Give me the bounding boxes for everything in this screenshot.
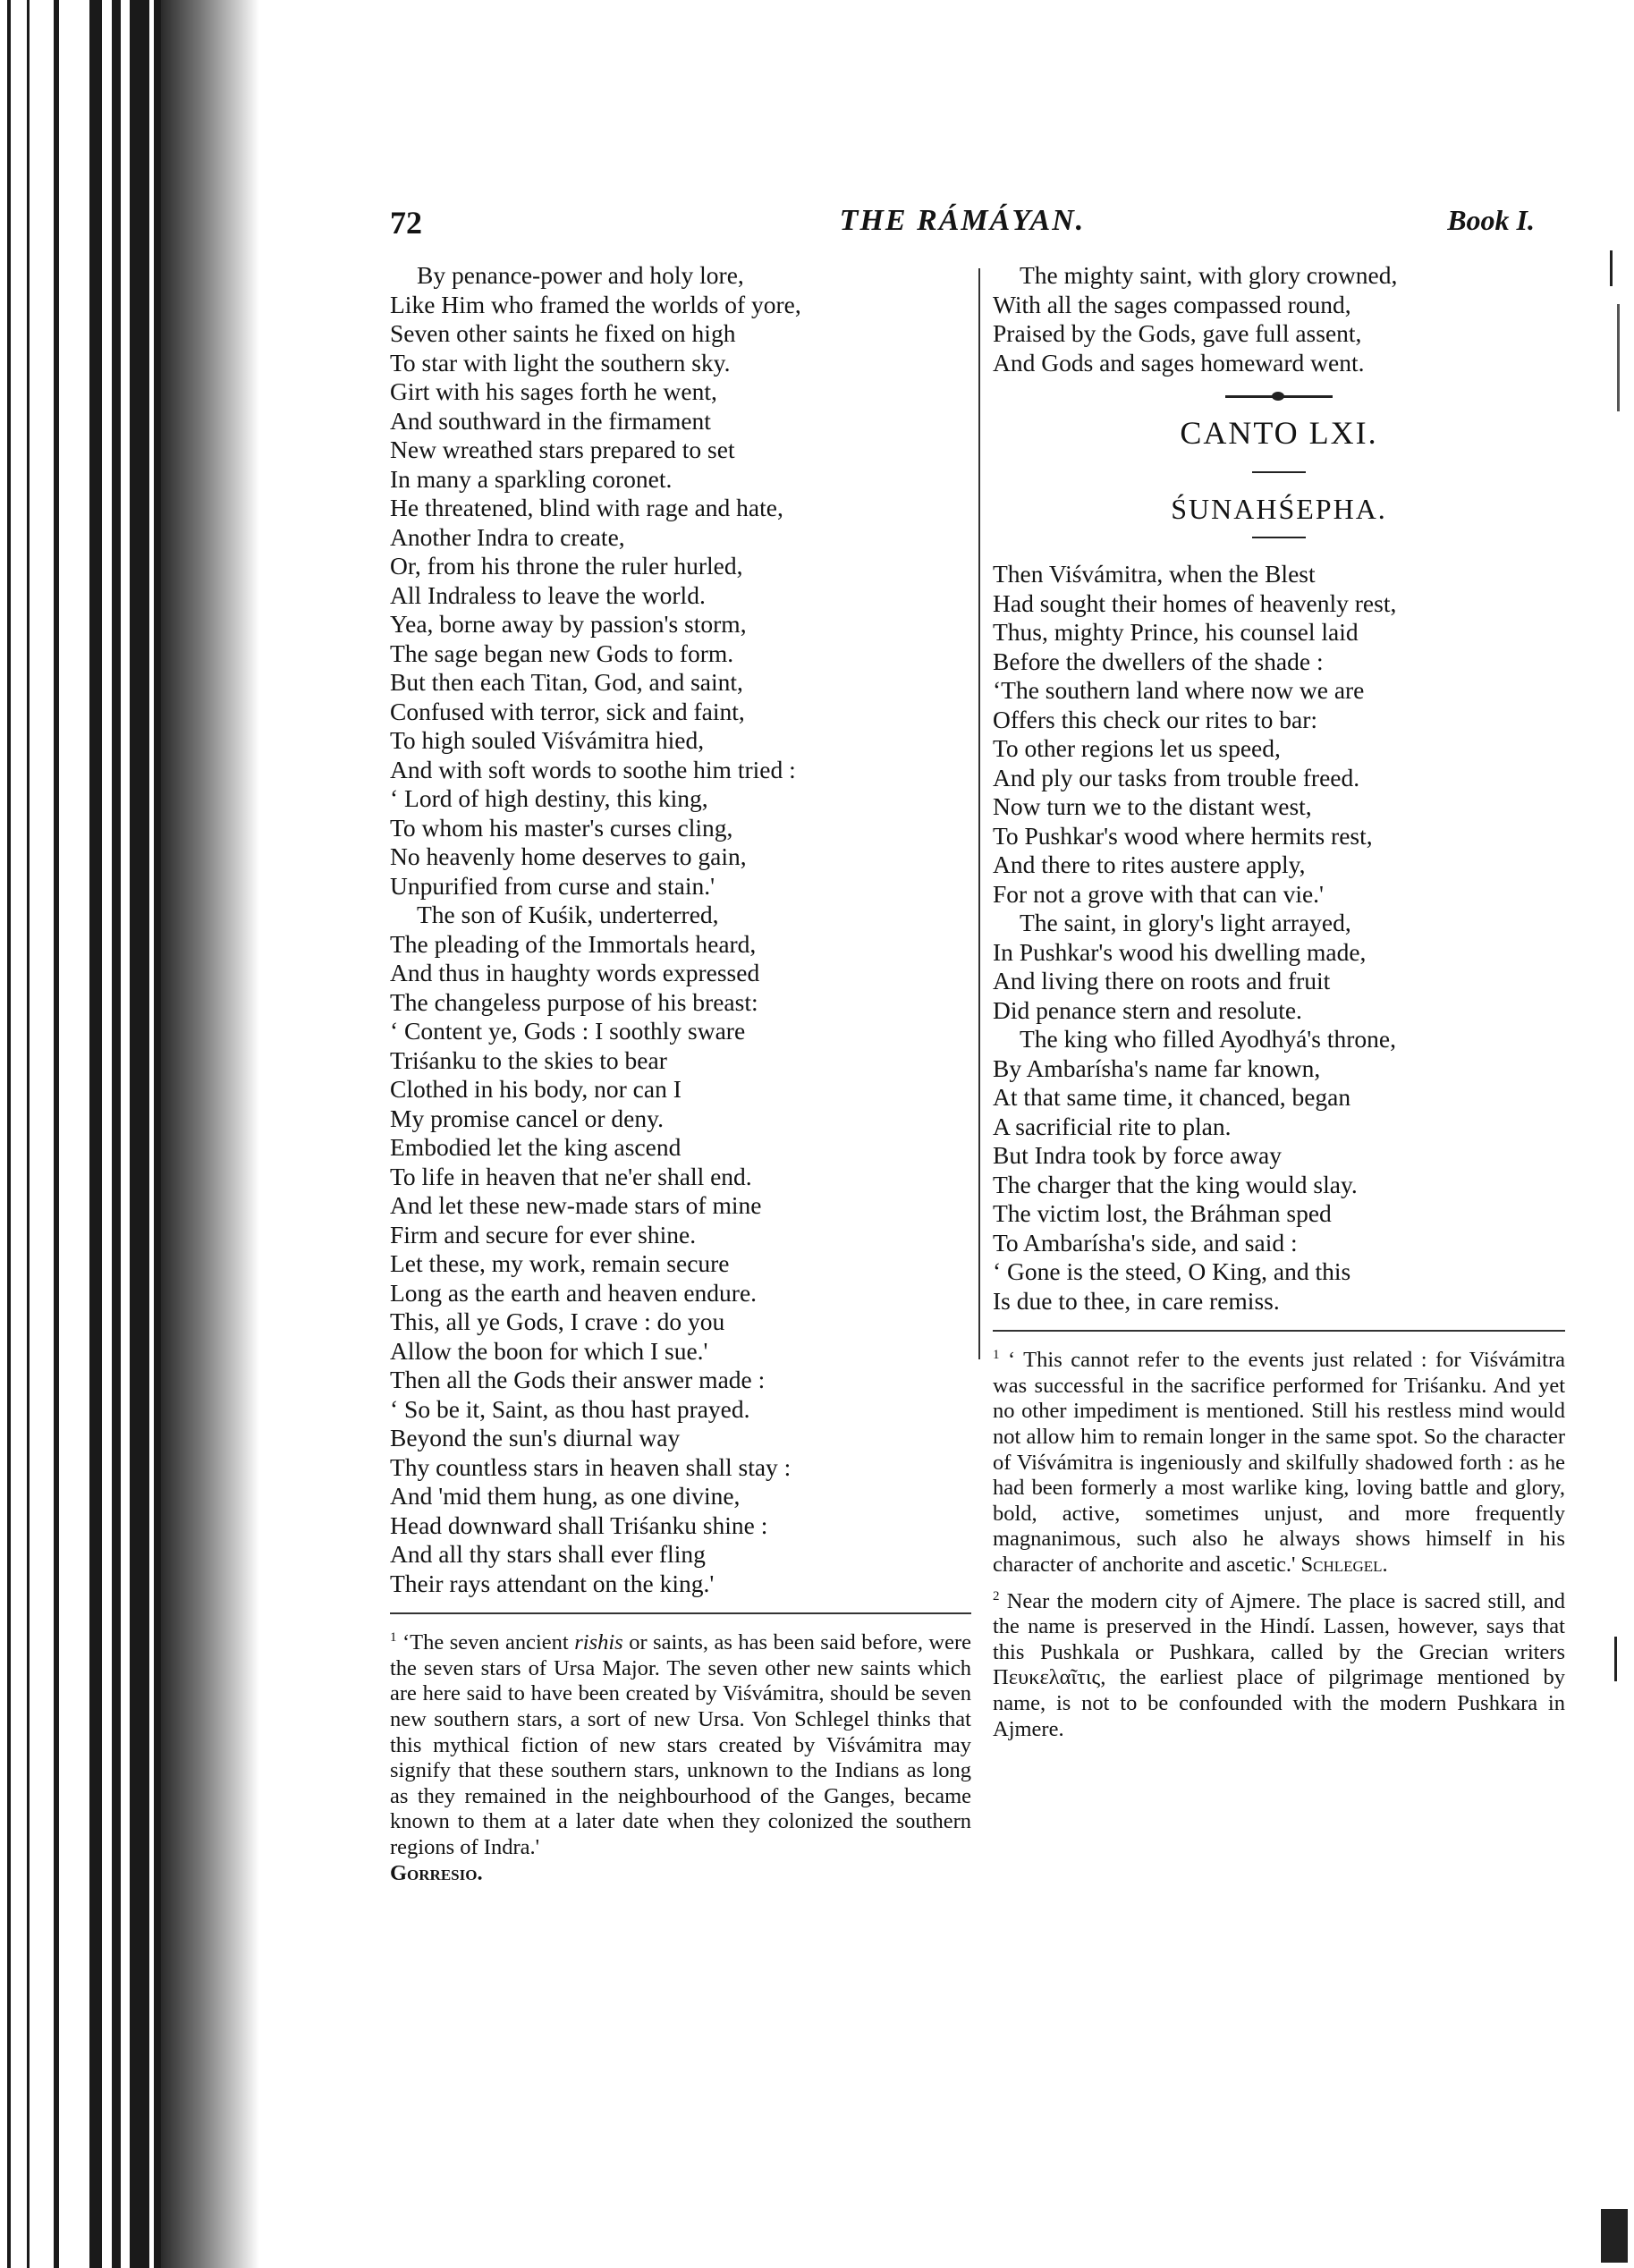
verse-line: By penance-power and holy lore, xyxy=(417,261,744,289)
verse-line: Head downward shall Triśanku shine : xyxy=(390,1511,768,1539)
footnote-pushkar: $^2$ Near the modern city of Ajmere. The place is sacred still, and the name is preserved in the Hindí. Lassen, however, says that this Pushkala or Pushkara, called by the Grecian writers Πευκελαῖτις, the earliest place of pilgrimage mentioned by name, is not to be confounded with the modern Pushkara in Ajmere. xyxy=(993,1588,1565,1741)
verse-line: Then Viśvámitra, when the Blest xyxy=(993,560,1316,588)
verse-line: Seven other saints he fixed on high xyxy=(390,319,736,347)
verse-line: The saint, in glory's light arrayed, xyxy=(1020,909,1351,936)
margin-mark xyxy=(1617,304,1620,411)
verse-line: ‘The southern land where now we are xyxy=(993,676,1365,704)
verse-line: Praised by the Gods, gave full assent, xyxy=(993,319,1362,347)
verse-line: Their rays attendant on the king.' xyxy=(390,1569,715,1597)
margin-mark xyxy=(1601,2209,1628,2263)
footnote-schlegel: $^1$ ‘ This cannot refer to the events just related : for Viśvámitra was successful in the sacrifice performed for Triśanku. And yet no other impediment is mentioned. Still his restless mind would not allow him to remain longer in the same spot. So the character of Viśvámitra is ingeniously and skilfully shadowed forth : as he had been formerly a most warlike king, loving battle and glory, bold, active, sometimes unjust, and more frequently magnanimous, such also he always shows himself in his character of anchorite and ascetic.' Schlegel. xyxy=(993,1348,1566,1577)
title-rule xyxy=(1252,537,1306,538)
greek-word: Πευκελαῖτις xyxy=(993,1665,1101,1690)
verse-line: And ply our tasks from trouble freed. xyxy=(993,763,1360,791)
verse-line: At that same time, it chanced, began xyxy=(993,1083,1351,1111)
verse-line: Beyond the sun's diurnal way xyxy=(390,1424,681,1451)
verse-line: And 'mid them hung, as one divine, xyxy=(390,1482,741,1510)
column-divider xyxy=(978,268,980,1359)
verse-line: Or, from his throne the ruler hurled, xyxy=(390,552,743,580)
verse-line: ‘ Gone is the steed, O King, and this xyxy=(993,1257,1351,1285)
verse-line: Unpurified from curse and stain.' xyxy=(390,871,715,900)
verse-line: Before the dwellers of the shade : xyxy=(993,647,1324,675)
verse-line: ‘ Content ye, Gods : I soothly sware xyxy=(390,1017,746,1045)
ornamental-rule xyxy=(1225,395,1333,398)
page-header xyxy=(390,204,1535,249)
verse-line: This, all ye Gods, I crave : do you xyxy=(390,1307,725,1335)
verse-line: Let these, my work, remain secure xyxy=(390,1249,730,1277)
verse-line: Triśanku to the skies to bear xyxy=(390,1045,667,1074)
verse-line: And Gods and sages homeward went. xyxy=(993,348,1365,377)
verse-line: New wreathed stars prepared to set xyxy=(390,436,735,463)
verse-line: The king who filled Ayodhyá's throne, xyxy=(1020,1025,1396,1053)
verse-line: Thy countless stars in heaven shall stay : xyxy=(390,1452,792,1481)
verse-line: All Indraless to leave the world. xyxy=(390,580,706,609)
verse-line: ‘ So be it, Saint, as thou hast prayed. xyxy=(390,1394,750,1423)
verse-line: Thus, mighty Prince, his counsel laid xyxy=(993,618,1359,646)
verse-line: With all the sages compassed round, xyxy=(993,290,1351,318)
footnote-rule xyxy=(993,1330,1565,1332)
verse-line: By Ambarísha's name far known, xyxy=(993,1054,1321,1082)
verse-line: Yea, borne away by passion's storm, xyxy=(390,610,747,638)
verse-line: And living there on roots and fruit xyxy=(993,967,1331,994)
book-spine xyxy=(0,0,268,2268)
verse-block xyxy=(993,261,1565,377)
verse-line: And let these new-made stars of mine xyxy=(390,1191,762,1219)
verse-line: But then each Titan, God, and saint, xyxy=(390,668,743,696)
verse-line: In many a sparkling coronet. xyxy=(390,464,673,493)
verse-line: The mighty saint, with glory crowned, xyxy=(1020,261,1398,289)
footnote-author: Schlegel. xyxy=(1300,1552,1388,1577)
verse-line: Girt with his sages forth he went, xyxy=(390,377,717,405)
right-column xyxy=(993,261,1565,1748)
footnote-rule xyxy=(390,1612,971,1614)
verse-line: Embodied let the king ascend xyxy=(390,1133,682,1161)
verse-line: And all thy stars shall ever fling xyxy=(390,1540,706,1568)
canto-title: CANTO LXI. xyxy=(1180,415,1378,451)
verse-line: The sage began new Gods to form. xyxy=(390,639,734,667)
verse-line: Had sought their homes of heavenly rest, xyxy=(993,588,1397,617)
verse-line: Confused with terror, sick and faint, xyxy=(390,697,745,725)
verse-line: And there to rites austere apply, xyxy=(993,850,1306,878)
verse-line: No heavenly home deserves to gain, xyxy=(390,842,747,870)
title-rule xyxy=(1252,471,1306,473)
verse-line: Another Indra to create, xyxy=(390,522,625,551)
verse-line: To star with light the southern sky. xyxy=(390,348,731,377)
verse-line: The charger that the king would slay. xyxy=(993,1170,1358,1198)
verse-line: And thus in haughty words expressed xyxy=(390,959,760,986)
verse-line: A sacrificial rite to plan. xyxy=(993,1112,1232,1140)
verse-line: To high souled Viśvámitra hied, xyxy=(390,726,705,754)
verse-line: For not a grove with that can vie.' xyxy=(993,879,1325,908)
verse-line: Now turn we to the distant west, xyxy=(993,792,1312,820)
verse-line: The victim lost, the Bráhman sped xyxy=(993,1199,1332,1227)
verse-line: My promise cancel or deny. xyxy=(390,1104,664,1132)
margin-mark xyxy=(1610,250,1613,286)
verse-line: The changeless purpose of his breast: xyxy=(390,987,758,1016)
verse-line: The son of Kuśik, underterred, xyxy=(417,901,719,928)
verse-line: And southward in the firmament xyxy=(390,406,711,435)
verse-line: Offers this check our rites to bar: xyxy=(993,705,1317,733)
footnote-author: Gorresio. xyxy=(390,1860,483,1885)
verse-line: Is due to thee, in care remiss. xyxy=(993,1286,1280,1315)
margin-mark xyxy=(1614,1637,1617,1681)
verse-line: In Pushkar's wood his dwelling made, xyxy=(993,937,1367,966)
verse-block xyxy=(390,261,971,1598)
footnote-gorresio: $^1$ ‘The seven ancient rishis or saints, as has been said before, were the seven stars of Ursa Major. The seven other new saints which are here said to have been created by Viśvámitra, should be seven new southern stars, a sort of new Ursa. Von Schlegel thinks that this mythical fiction of new stars created by Viśvámitra may signify that these southern stars, unknown to the Indians as long as they remained in the neighbourhood of the Ganges, became known to them at a later date when they colonized the southern regions of Indra.' Gorresio. xyxy=(390,1630,972,1885)
verse-line: Long as the earth and heaven endure. xyxy=(390,1278,758,1307)
verse-line: Firm and secure for ever shine. xyxy=(390,1220,697,1248)
verse-line: Did penance stern and resolute. xyxy=(993,995,1302,1024)
verse-line: But Indra took by force away xyxy=(993,1141,1283,1169)
verse-line: And with soft words to soothe him tried : xyxy=(390,755,796,783)
verse-line: To life in heaven that ne'er shall end. xyxy=(390,1162,752,1190)
verse-line: The pleading of the Immortals heard, xyxy=(390,929,757,958)
page-number: 72 xyxy=(390,205,422,241)
verse-line: ‘ Lord of high destiny, this king, xyxy=(390,784,708,812)
verse-line: Allow the boon for which I sue.' xyxy=(390,1336,708,1365)
verse-line: To Ambarísha's side, and said : xyxy=(993,1228,1298,1257)
verse-line: To other regions let us speed, xyxy=(993,734,1281,762)
verse-line: Clothed in his body, nor can I xyxy=(390,1075,682,1103)
book-reference: Book I. xyxy=(1447,204,1535,236)
verse-block xyxy=(993,560,1565,1316)
canto-subtitle: ŚUNAHŚEPHA. xyxy=(1171,493,1387,525)
left-column xyxy=(390,261,971,1891)
verse-line: To Pushkar's wood where hermits rest, xyxy=(993,821,1373,850)
running-title: THE RÁMÁYAN. xyxy=(839,204,1086,237)
verse-line: Like Him who framed the worlds of yore, xyxy=(390,290,801,318)
verse-line: He threatened, blind with rage and hate, xyxy=(390,494,783,521)
verse-line: To whom his master's curses cling, xyxy=(390,813,733,842)
verse-line: Then all the Gods their answer made : xyxy=(390,1366,766,1393)
